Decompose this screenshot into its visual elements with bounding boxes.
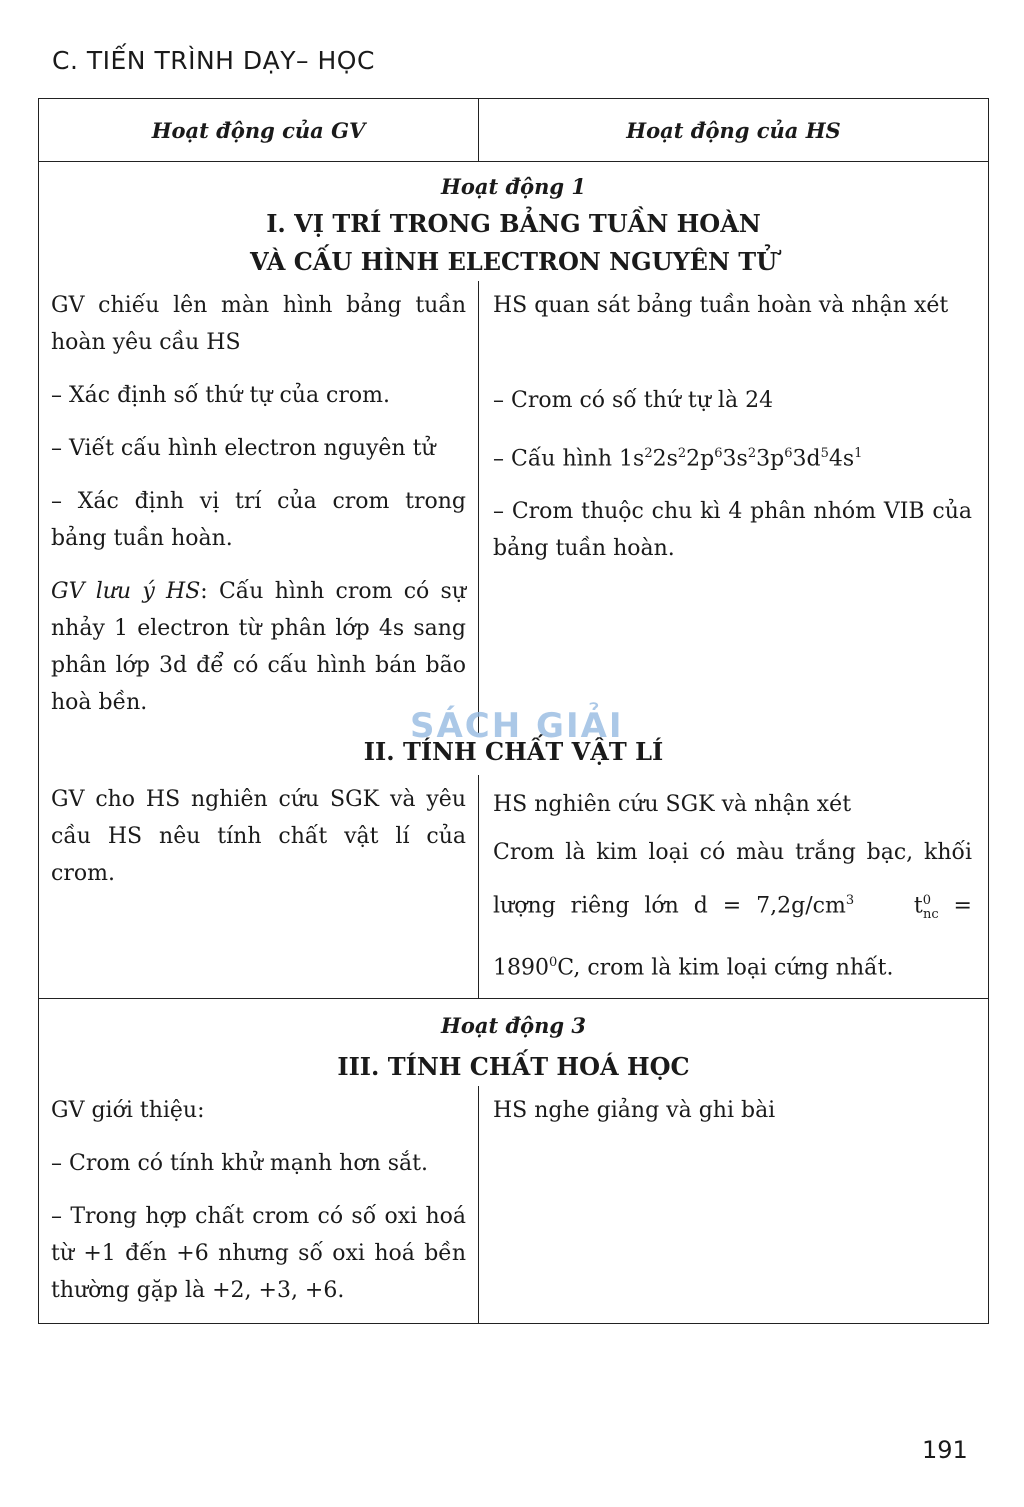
- gv3-item2: – Trong hợp chất crom có số oxi hoá từ +1 đến +6 nhưng số oxi hoá bền thường gặp là +2, +3, +6.: [51, 1204, 466, 1304]
- hs-config: – Cấu hình $1s^22s^22p^63s^23p^63d^54s^1$: [493, 446, 863, 472]
- gv-item2: – Viết cấu hình electron nguyên tử: [51, 436, 436, 461]
- hs-section2-cell: [479, 775, 988, 998]
- gv-activity1-cell: [39, 281, 478, 733]
- gv-intro: GV chiếu lên màn hình bảng tuần hoàn yêu cầu HS: [51, 293, 466, 355]
- hs-activity1-cell: [479, 281, 988, 589]
- table-header-row: [39, 99, 989, 162]
- gv-column-header: Hoạt động của GV: [39, 99, 479, 162]
- gv3-item1: – Crom có tính khử mạnh hơn sắt.: [51, 1151, 428, 1177]
- hs-intro: HS quan sát bảng tuần hoàn và nhận xét: [493, 293, 949, 318]
- hs2-text-b: 1890: [493, 955, 549, 981]
- page-number: 191: [922, 1436, 968, 1464]
- section2-content-row: [39, 775, 989, 999]
- gv-item3: – Xác định vị trí của crom trong bảng tuần hoàn.: [51, 489, 466, 551]
- activity1-content-row: [39, 281, 989, 733]
- gv-note: [51, 573, 466, 721]
- gv-item1: – Xác định số thứ tự của crom.: [51, 383, 390, 408]
- hs-activity3-cell: HS nghe giảng và ghi bài: [493, 1098, 776, 1124]
- gv3-intro: GV giới thiệu:: [51, 1098, 205, 1124]
- activity1-title-row: [39, 162, 989, 282]
- activity3-content-row: [39, 1086, 989, 1324]
- hs2-intro: HS nghiên cứu SGK và nhận xét: [493, 792, 852, 817]
- hs2-text: Crom là kim loại có màu trắng bạc, khối lượng riêng lớn $d = 7,2g/cm^3$ $t^0_{nc} = 1890^0C$, crom là kim loại cứng nhất.: [493, 840, 972, 981]
- activity1-label: Hoạt động 1: [440, 174, 587, 199]
- gv-note-label: GV lưu ý HS: [51, 579, 201, 604]
- gv-activity3-cell: [39, 1086, 478, 1323]
- section2-title: II. TÍNH CHẤT VẬT LÍ: [363, 737, 664, 766]
- hs-column-header: Hoạt động của HS: [479, 99, 989, 162]
- hs-item3: – Crom thuộc chu kì 4 phân nhóm VIB của bảng tuần hoàn.: [493, 499, 972, 562]
- section1-title-line2: VÀ CẤU HÌNH ELECTRON NGUYÊN TỬ: [249, 247, 778, 276]
- section1-title-line1: I. VỊ TRÍ TRONG BẢNG TUẦN HOÀN: [266, 209, 761, 238]
- activity3-label: Hoạt động 3: [440, 1013, 587, 1039]
- activity3-title-row: [39, 999, 989, 1087]
- hs2-text-a: Crom là kim loại có màu trắng bạc, khối lượng riêng lớn d = 7,2g/cm: [493, 840, 972, 919]
- hs-config-prefix: – Cấu hình: [493, 446, 620, 472]
- gv-section2-cell: GV cho HS nghiên cứu SGK và yêu cầu HS nêu tính chất vật lí của crom.: [51, 787, 466, 886]
- hs2-text-c: C, crom là kim loại cứng nhất.: [557, 955, 894, 981]
- section3-title: III. TÍNH CHẤT HOÁ HỌC: [337, 1052, 690, 1082]
- hs-item1: – Crom có số thứ tự là 24: [493, 388, 774, 413]
- watermark-logo: SÁCH GIẢI: [410, 706, 624, 746]
- page-heading: C. TIẾN TRÌNH DẠY– HỌC: [52, 46, 375, 75]
- gv-note-text: : Cấu hình crom có sự nhảy 1 electron từ phân lớp 4s sang phân lớp 3d để có cấu hình bán bão hoà bền.: [51, 579, 466, 715]
